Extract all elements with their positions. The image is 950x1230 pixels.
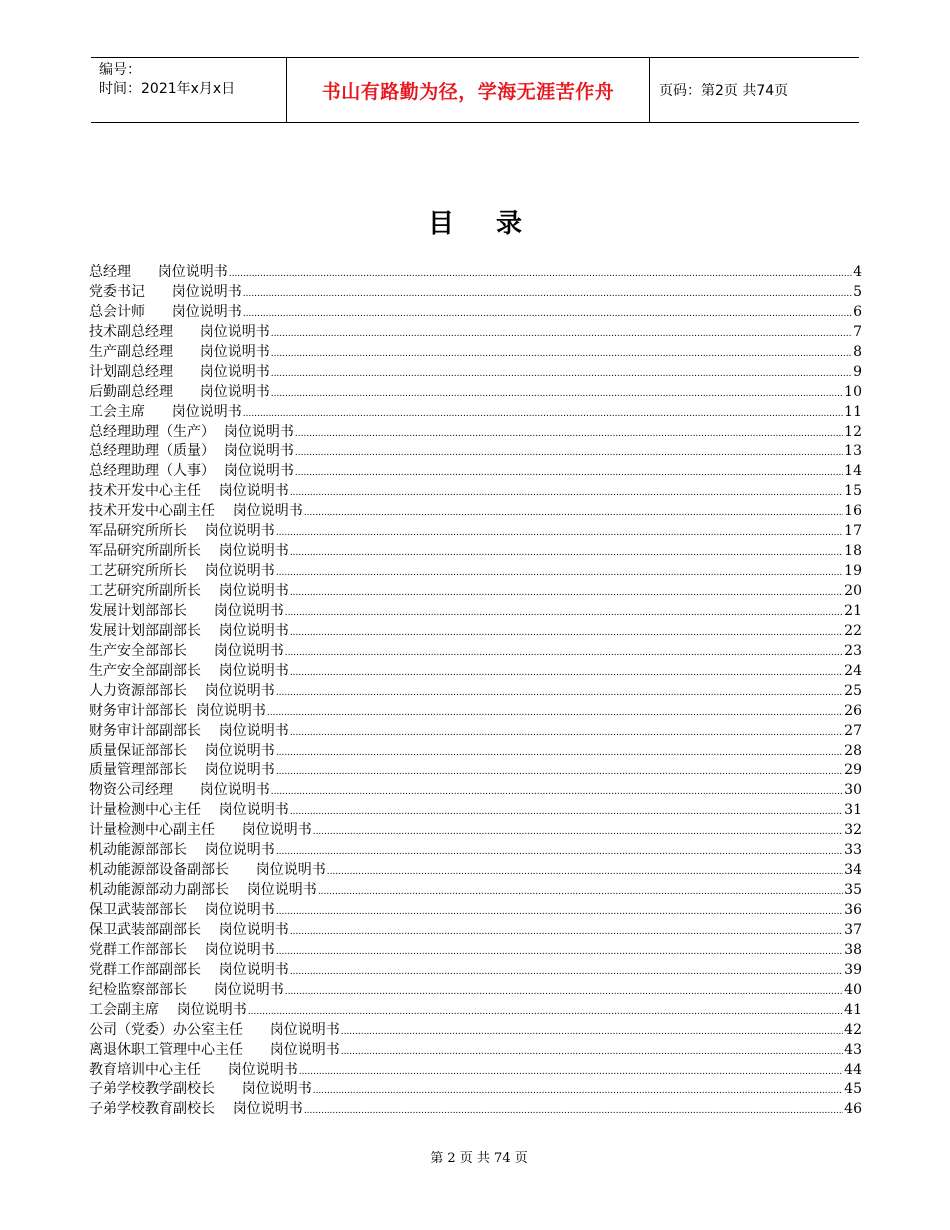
header-page-info: 页码：第2页 共74页 <box>659 83 789 99</box>
toc-leader-dots <box>304 1104 843 1118</box>
toc-entry[interactable] <box>89 801 862 821</box>
toc-leader-dots <box>276 945 843 959</box>
toc-entry-page-number: 24 <box>844 662 862 679</box>
toc-entry-label: 后勤副总经理 岗位说明书 <box>89 383 270 400</box>
toc-entry-label: 纪检监察部部长 岗位说明书 <box>89 981 284 998</box>
toc-leader-dots <box>271 367 852 381</box>
toc-entry[interactable] <box>89 423 862 443</box>
toc-leader-dots <box>313 825 843 839</box>
toc-entry[interactable] <box>89 662 862 682</box>
document-time: 时间：2021年x月x日 <box>99 81 236 97</box>
toc-entry-page-number: 14 <box>844 463 862 480</box>
toc-entry-label: 财务审计部副部长 岗位说明书 <box>89 722 289 739</box>
toc-entry-page-number: 28 <box>844 742 862 759</box>
toc-leader-dots <box>290 805 843 819</box>
toc-entry[interactable] <box>89 861 862 881</box>
toc-entry-label: 党群工作部副部长 岗位说明书 <box>89 961 289 978</box>
toc-entry-label: 公司（党委）办公室主任 岗位说明书 <box>89 1021 340 1038</box>
page-footer: 第 2 页 共 74 页 <box>430 1151 528 1166</box>
toc-entry[interactable] <box>89 442 862 462</box>
table-of-contents <box>89 263 862 1120</box>
toc-entry-label: 党委书记 岗位说明书 <box>89 283 242 300</box>
toc-entry-label: 计量检测中心副主任 岗位说明书 <box>89 822 312 839</box>
toc-entry[interactable] <box>89 1100 862 1120</box>
toc-entry-label: 工艺研究所所长 岗位说明书 <box>89 563 275 580</box>
toc-entry[interactable] <box>89 901 862 921</box>
toc-entry-label: 保卫武装部副部长 岗位说明书 <box>89 921 289 938</box>
toc-entry-page-number: 19 <box>844 563 862 580</box>
toc-entry-label: 军品研究所所长 岗位说明书 <box>89 523 275 540</box>
toc-entry[interactable] <box>89 1001 862 1021</box>
toc-entry-page-number: 15 <box>844 483 862 500</box>
toc-entry-page-number: 9 <box>853 363 862 380</box>
toc-entry-page-number: 18 <box>844 543 862 560</box>
toc-leader-dots <box>290 546 843 560</box>
toc-leader-dots <box>295 466 843 480</box>
toc-entry[interactable] <box>89 1041 862 1061</box>
toc-leader-dots <box>290 666 843 680</box>
toc-entry-label: 总经理助理（人事） 岗位说明书 <box>89 463 294 480</box>
toc-entry[interactable] <box>89 622 862 642</box>
toc-entry[interactable] <box>89 742 862 762</box>
toc-leader-dots <box>285 606 843 620</box>
toc-entry-page-number: 25 <box>844 682 862 699</box>
toc-entry-label: 党群工作部部长 岗位说明书 <box>89 941 275 958</box>
toc-leader-dots <box>290 726 843 740</box>
toc-entry-page-number: 23 <box>844 642 862 659</box>
toc-entry-label: 人力资源部部长 岗位说明书 <box>89 682 275 699</box>
toc-leader-dots <box>290 965 843 979</box>
toc-entry-label: 机动能源部动力副部长 岗位说明书 <box>89 882 317 899</box>
toc-entry-label: 机动能源部部长 岗位说明书 <box>89 842 275 859</box>
toc-entry[interactable] <box>89 323 862 343</box>
toc-entry[interactable] <box>89 841 862 861</box>
toc-entry-page-number: 13 <box>844 443 862 460</box>
toc-leader-dots <box>290 626 843 640</box>
toc-entry-label: 子弟学校教育副校长 岗位说明书 <box>89 1101 303 1118</box>
toc-leader-dots <box>290 925 843 939</box>
toc-leader-dots <box>243 407 843 421</box>
toc-leader-dots <box>313 1084 843 1098</box>
toc-entry-label: 工会副主席 岗位说明书 <box>89 1001 247 1018</box>
toc-entry-page-number: 43 <box>844 1041 862 1058</box>
toc-entry[interactable] <box>89 383 862 403</box>
toc-entry-page-number: 32 <box>844 822 862 839</box>
header-meta <box>91 58 287 122</box>
toc-entry[interactable] <box>89 263 862 283</box>
toc-leader-dots <box>299 1065 843 1079</box>
toc-entry-label: 离退休职工管理中心主任 岗位说明书 <box>89 1041 340 1058</box>
toc-leader-dots <box>276 686 843 700</box>
toc-entry-label: 物资公司经理 岗位说明书 <box>89 782 270 799</box>
toc-entry[interactable] <box>89 722 862 742</box>
toc-entry-page-number: 34 <box>844 862 862 879</box>
toc-entry-label: 保卫武装部部长 岗位说明书 <box>89 902 275 918</box>
toc-entry-label: 总经理助理（生产） 岗位说明书 <box>89 423 294 440</box>
toc-leader-dots <box>276 845 843 859</box>
toc-leader-dots <box>271 785 843 799</box>
toc-entry-page-number: 12 <box>844 423 862 440</box>
page-title: 目录 <box>427 209 564 239</box>
toc-entry-page-number: 5 <box>853 283 862 300</box>
toc-entry-page-number: 4 <box>853 264 862 280</box>
page-header <box>91 57 859 123</box>
toc-leader-dots <box>327 865 843 879</box>
toc-entry-label: 工艺研究所副所长 岗位说明书 <box>89 583 289 599</box>
toc-entry-label: 生产副总经理 岗位说明书 <box>89 343 270 360</box>
toc-entry[interactable] <box>89 283 862 303</box>
toc-entry[interactable] <box>89 403 862 423</box>
toc-entry-page-number: 29 <box>844 762 862 779</box>
toc-entry-label: 总经理 岗位说明书 <box>89 264 228 280</box>
toc-entry[interactable] <box>89 1080 862 1100</box>
toc-leader-dots <box>276 566 843 580</box>
toc-entry[interactable] <box>89 462 862 482</box>
toc-entry-label: 发展计划部副部长 岗位说明书 <box>89 622 289 639</box>
toc-entry-label: 技术开发中心副主任 岗位说明书 <box>89 503 303 520</box>
toc-entry-page-number: 39 <box>844 961 862 978</box>
toc-entry-label: 技术副总经理 岗位说明书 <box>89 323 270 340</box>
toc-leader-dots <box>271 347 852 361</box>
toc-leader-dots <box>271 327 852 341</box>
toc-entry-label: 机动能源部设备副部长 岗位说明书 <box>89 862 326 879</box>
toc-leader-dots <box>304 506 843 520</box>
toc-entry-page-number: 16 <box>844 503 862 520</box>
toc-entry[interactable] <box>89 482 862 502</box>
toc-entry-label: 计划副总经理 岗位说明书 <box>89 363 270 380</box>
toc-entry[interactable] <box>89 881 862 901</box>
toc-entry-page-number: 36 <box>844 902 862 918</box>
toc-leader-dots <box>290 486 843 500</box>
toc-entry[interactable] <box>89 582 862 602</box>
toc-entry-label: 计量检测中心主任 岗位说明书 <box>89 802 289 819</box>
toc-entry-page-number: 8 <box>853 343 862 360</box>
toc-entry-label: 军品研究所副所长 岗位说明书 <box>89 543 289 560</box>
toc-entry[interactable] <box>89 682 862 702</box>
toc-entry-page-number: 30 <box>844 782 862 799</box>
toc-entry[interactable] <box>89 961 862 981</box>
toc-leader-dots <box>285 646 843 660</box>
toc-leader-dots <box>243 287 852 301</box>
toc-entry[interactable] <box>89 502 862 522</box>
toc-leader-dots <box>295 427 843 441</box>
toc-entry[interactable] <box>89 781 862 801</box>
toc-leader-dots <box>276 526 843 540</box>
toc-entry-page-number: 7 <box>853 323 862 340</box>
toc-leader-dots <box>341 1025 843 1039</box>
toc-entry[interactable] <box>89 921 862 941</box>
toc-leader-dots <box>318 885 843 899</box>
toc-leader-dots <box>276 905 843 919</box>
toc-leader-dots <box>276 765 843 779</box>
toc-leader-dots <box>341 1045 843 1059</box>
toc-entry-page-number: 42 <box>844 1021 862 1038</box>
toc-entry-label: 财务审计部部长 岗位说明书 <box>89 702 266 719</box>
toc-entry-page-number: 40 <box>844 981 862 998</box>
toc-entry-page-number: 17 <box>844 523 862 540</box>
toc-entry-page-number: 26 <box>844 702 862 719</box>
toc-entry[interactable] <box>89 562 862 582</box>
toc-entry-label: 生产安全部副部长 岗位说明书 <box>89 662 289 679</box>
toc-entry-page-number: 46 <box>844 1101 862 1118</box>
toc-leader-dots <box>276 746 843 760</box>
toc-entry-label: 发展计划部部长 岗位说明书 <box>89 602 284 619</box>
toc-leader-dots <box>229 267 852 281</box>
toc-entry-page-number: 10 <box>844 383 862 400</box>
toc-entry-label: 工会主席 岗位说明书 <box>89 403 242 420</box>
toc-entry[interactable] <box>89 1061 862 1081</box>
toc-entry-label: 总经理助理（质量） 岗位说明书 <box>89 443 294 460</box>
header-motto: 书山有路勤为径，学海无涯苦作舟 <box>287 58 650 122</box>
toc-entry-label: 教育培训中心主任 岗位说明书 <box>89 1061 298 1078</box>
toc-leader-dots <box>243 307 852 321</box>
toc-entry[interactable] <box>89 702 862 722</box>
toc-leader-dots <box>271 387 843 401</box>
toc-entry-page-number: 31 <box>844 802 862 819</box>
toc-entry-label: 子弟学校教学副校长 岗位说明书 <box>89 1081 312 1098</box>
toc-entry[interactable] <box>89 821 862 841</box>
toc-entry-label: 技术开发中心主任 岗位说明书 <box>89 483 289 500</box>
toc-leader-dots <box>295 446 843 460</box>
toc-entry-page-number: 41 <box>844 1001 862 1018</box>
toc-leader-dots <box>290 586 843 600</box>
toc-entry[interactable] <box>89 642 862 662</box>
toc-entry-page-number: 21 <box>844 602 862 619</box>
toc-entry[interactable] <box>89 602 862 622</box>
toc-entry-label: 质量管理部部长 岗位说明书 <box>89 762 275 779</box>
toc-entry-page-number: 44 <box>844 1061 862 1078</box>
toc-entry-page-number: 35 <box>844 882 862 899</box>
toc-entry-page-number: 6 <box>853 303 862 320</box>
toc-entry-page-number: 38 <box>844 941 862 958</box>
toc-entry-page-number: 20 <box>844 583 862 599</box>
document-number-label: 编号： <box>99 62 141 78</box>
toc-entry-label: 生产安全部部长 岗位说明书 <box>89 642 284 659</box>
toc-leader-dots <box>267 706 843 720</box>
toc-entry[interactable] <box>89 1021 862 1041</box>
toc-entry[interactable] <box>89 303 862 323</box>
toc-entry[interactable] <box>89 761 862 781</box>
toc-entry[interactable] <box>89 343 862 363</box>
toc-leader-dots <box>248 1005 843 1019</box>
toc-entry[interactable] <box>89 522 862 542</box>
toc-entry-page-number: 33 <box>844 842 862 859</box>
toc-entry-page-number: 45 <box>844 1081 862 1098</box>
toc-entry-page-number: 22 <box>844 622 862 639</box>
toc-entry-page-number: 27 <box>844 722 862 739</box>
toc-entry[interactable] <box>89 941 862 961</box>
toc-entry[interactable] <box>89 363 862 383</box>
toc-entry[interactable] <box>89 542 862 562</box>
toc-entry-label: 质量保证部部长 岗位说明书 <box>89 742 275 759</box>
toc-entry[interactable] <box>89 981 862 1001</box>
toc-entry-label: 总会计师 岗位说明书 <box>89 303 242 320</box>
toc-entry-page-number: 11 <box>844 403 862 420</box>
toc-entry-page-number: 37 <box>844 921 862 938</box>
toc-leader-dots <box>285 985 843 999</box>
